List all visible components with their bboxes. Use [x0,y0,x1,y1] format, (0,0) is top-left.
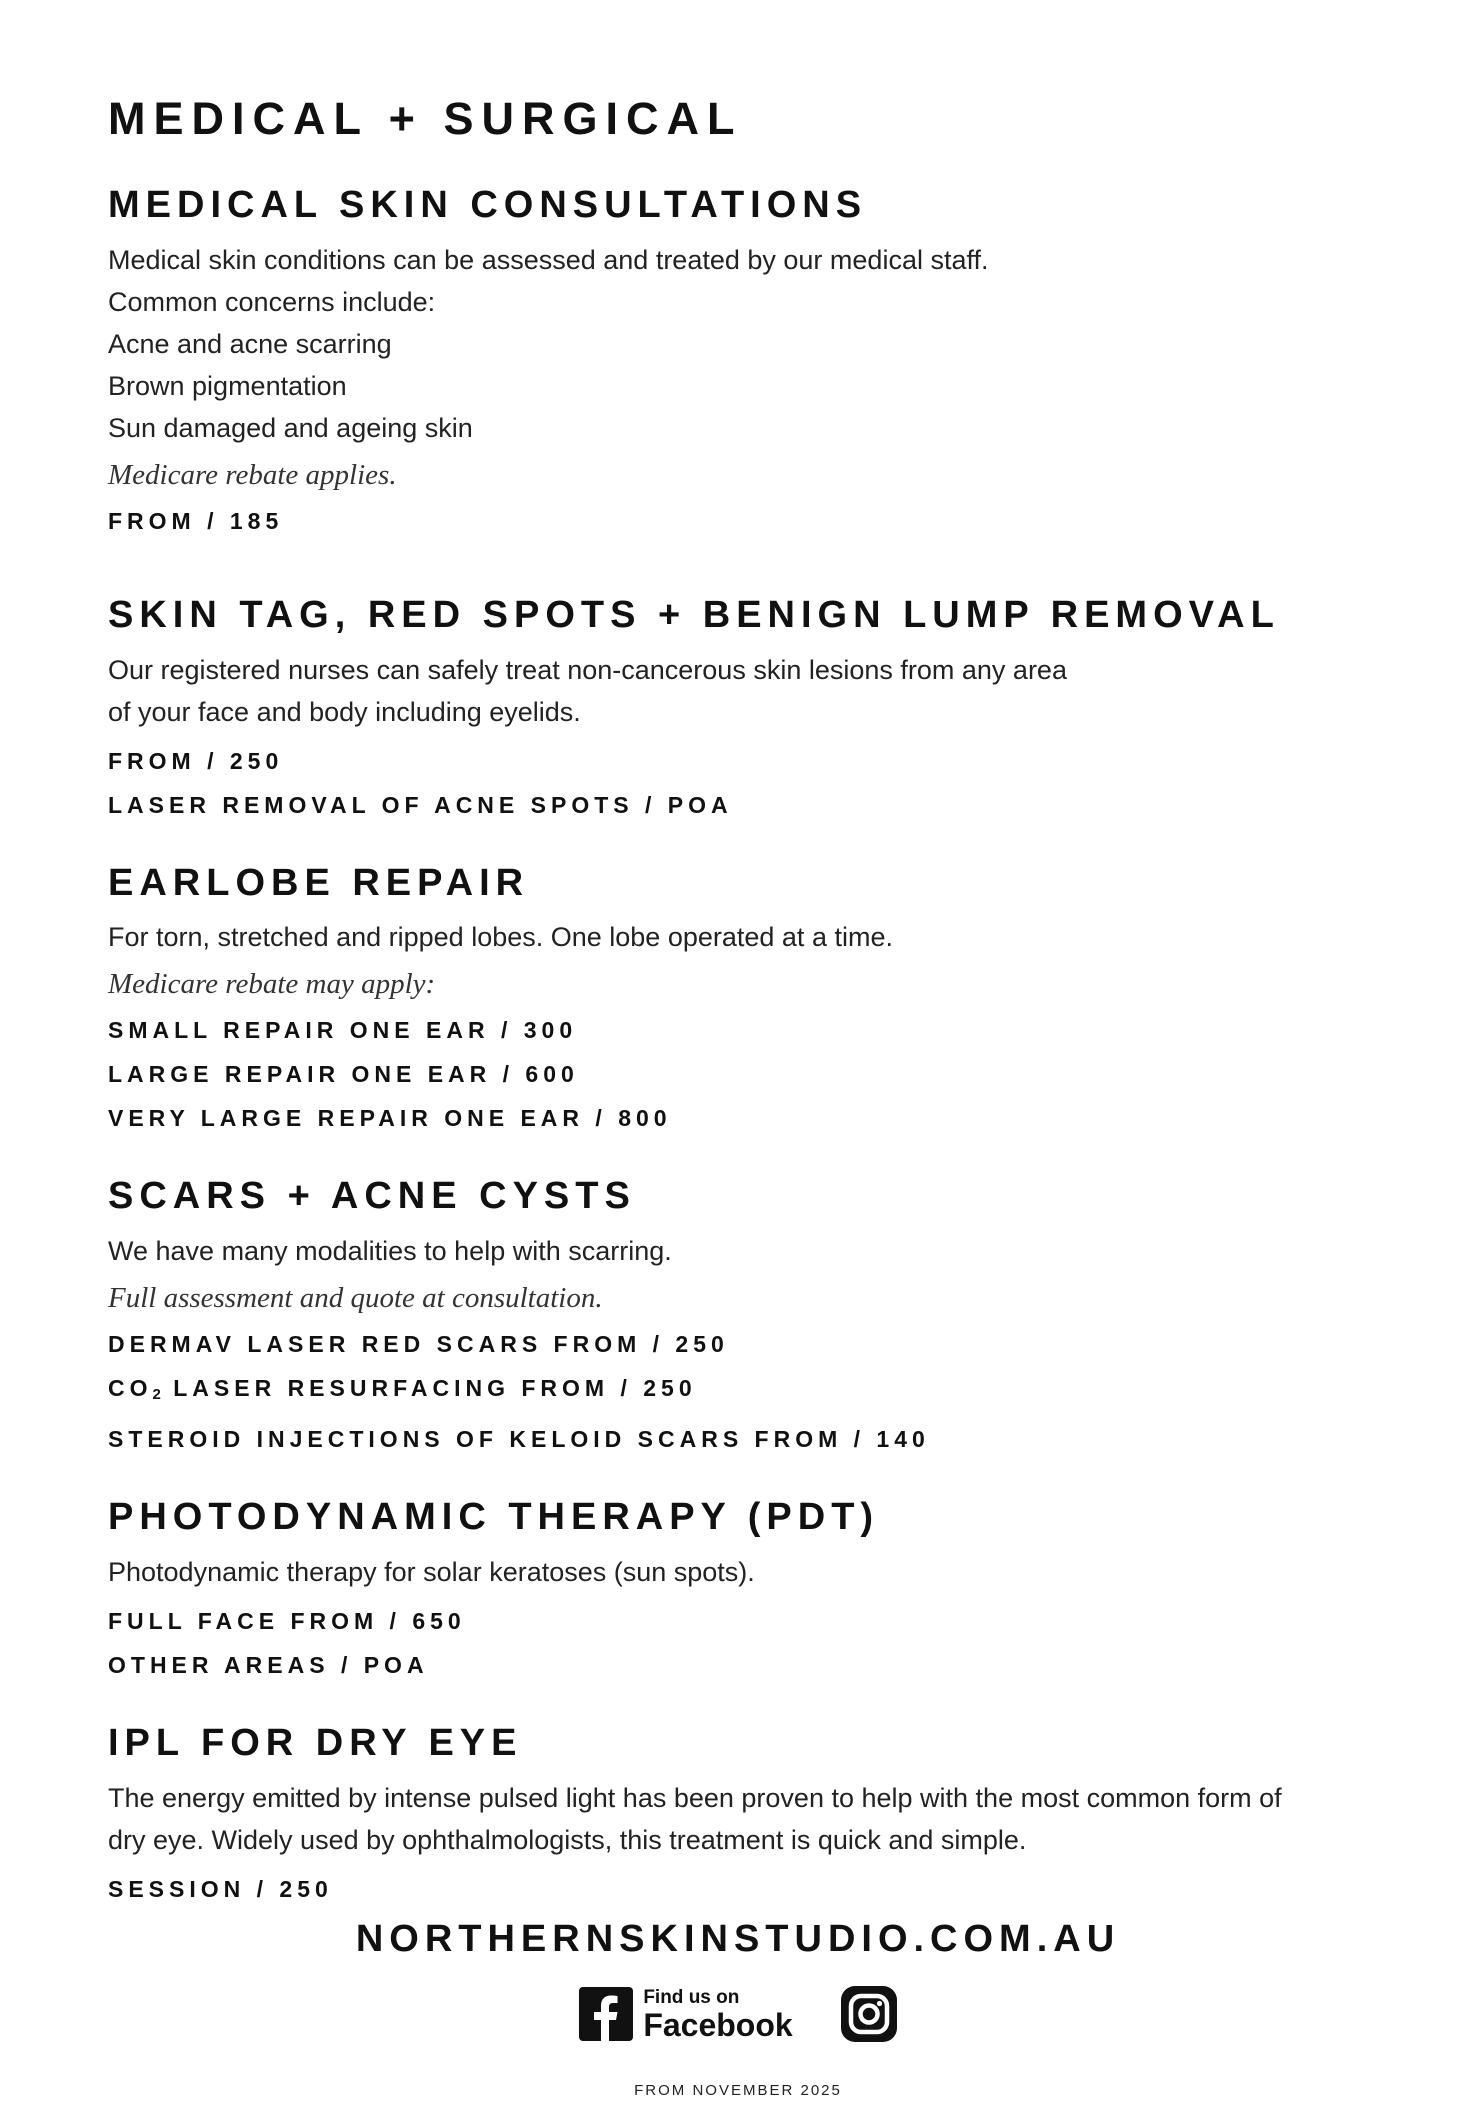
medicare-note: Medicare rebate may apply: [108,968,436,1001]
price-line: STEROID INJECTIONS OF KELOID SCARS FROM / 140 [108,1426,930,1453]
section-photodynamic-therapy [108,1497,1398,1687]
section-heading: SKIN TAG, RED SPOTS + BENIGN LUMP REMOVAL [108,593,1280,636]
website-link[interactable]: NORTHERNSKINSTUDIO.COM.AU [355,1918,1121,1960]
effective-date: FROM NOVEMBER 2025 [634,2082,842,2099]
section-medical-skin-consultations [108,185,1398,543]
facebook-icon [579,1987,633,2041]
price-line: DERMAV LASER RED SCARS FROM / 250 [108,1331,729,1358]
price-line: FROM / 185 [108,507,284,534]
body-line: Our registered nurses can safely treat non-cancerous skin lesions from any area [108,654,1067,685]
medicare-note: Medicare rebate applies. [108,458,397,491]
social-links [0,1986,1476,2042]
section-ipl-dry-eye [108,1723,1398,1911]
facebook-link[interactable] [579,1987,792,2041]
price-line: SMALL REPAIR ONE EAR / 300 [108,1017,578,1044]
section-skin-tag-removal [108,595,1398,827]
instagram-icon[interactable] [841,1986,897,2042]
section-heading: SCARS + ACNE CYSTS [108,1175,636,1218]
body-line: The energy emitted by intense pulsed light has been proven to help with the most common form of [108,1782,1282,1813]
co2-prefix: CO [108,1375,153,1402]
body-line: dry eye. Widely used by ophthalmologists, this treatment is quick and simple. [108,1824,1027,1855]
footer [0,1920,1476,2114]
price-list [108,93,1398,1963]
body-line: Medical skin conditions can be assessed and treated by our medical staff. [108,244,989,275]
section-heading: EARLOBE REPAIR [108,861,530,904]
price-line-co2 [108,1366,1398,1417]
body-line: Sun damaged and ageing skin [108,412,473,443]
body-line: For torn, stretched and ripped lobes. One lobe operated at a time. [108,922,893,953]
facebook-wordmark: Facebook [643,2006,793,2043]
co2-rest: LASER RESURFACING FROM / 250 [161,1375,697,1402]
body-line: Acne and acne scarring [108,328,392,359]
section-heading: IPL FOR DRY EYE [108,1721,523,1764]
body-line: We have many modalities to help with scarring. [108,1236,672,1267]
facebook-caption: Find us on [643,1986,740,2008]
section-earlobe-repair [108,863,1398,1141]
price-line: FROM / 250 [108,747,284,774]
co2-subscript: 2 [152,1386,162,1404]
section-heading: MEDICAL SKIN CONSULTATIONS [108,184,868,226]
body-line: Photodynamic therapy for solar keratoses (sun spots). [108,1556,755,1587]
price-line: FULL FACE FROM / 650 [108,1607,466,1634]
price-line: LASER REMOVAL OF ACNE SPOTS / POA [108,791,733,818]
body-line: Brown pigmentation [108,370,347,401]
price-line: OTHER AREAS / POA [108,1651,429,1678]
price-line: LARGE REPAIR ONE EAR / 600 [108,1061,579,1088]
body-line: Common concerns include: [108,286,436,317]
consultation-note: Full assessment and quote at consultation. [108,1282,603,1315]
price-line: VERY LARGE REPAIR ONE EAR / 800 [108,1105,672,1132]
section-scars-acne-cysts [108,1176,1398,1461]
section-heading: PHOTODYNAMIC THERAPY (PDT) [108,1496,880,1539]
page-title: MEDICAL + SURGICAL [108,93,743,144]
price-line: SESSION / 250 [108,1875,333,1902]
body-line: of your face and body including eyelids. [108,696,581,727]
